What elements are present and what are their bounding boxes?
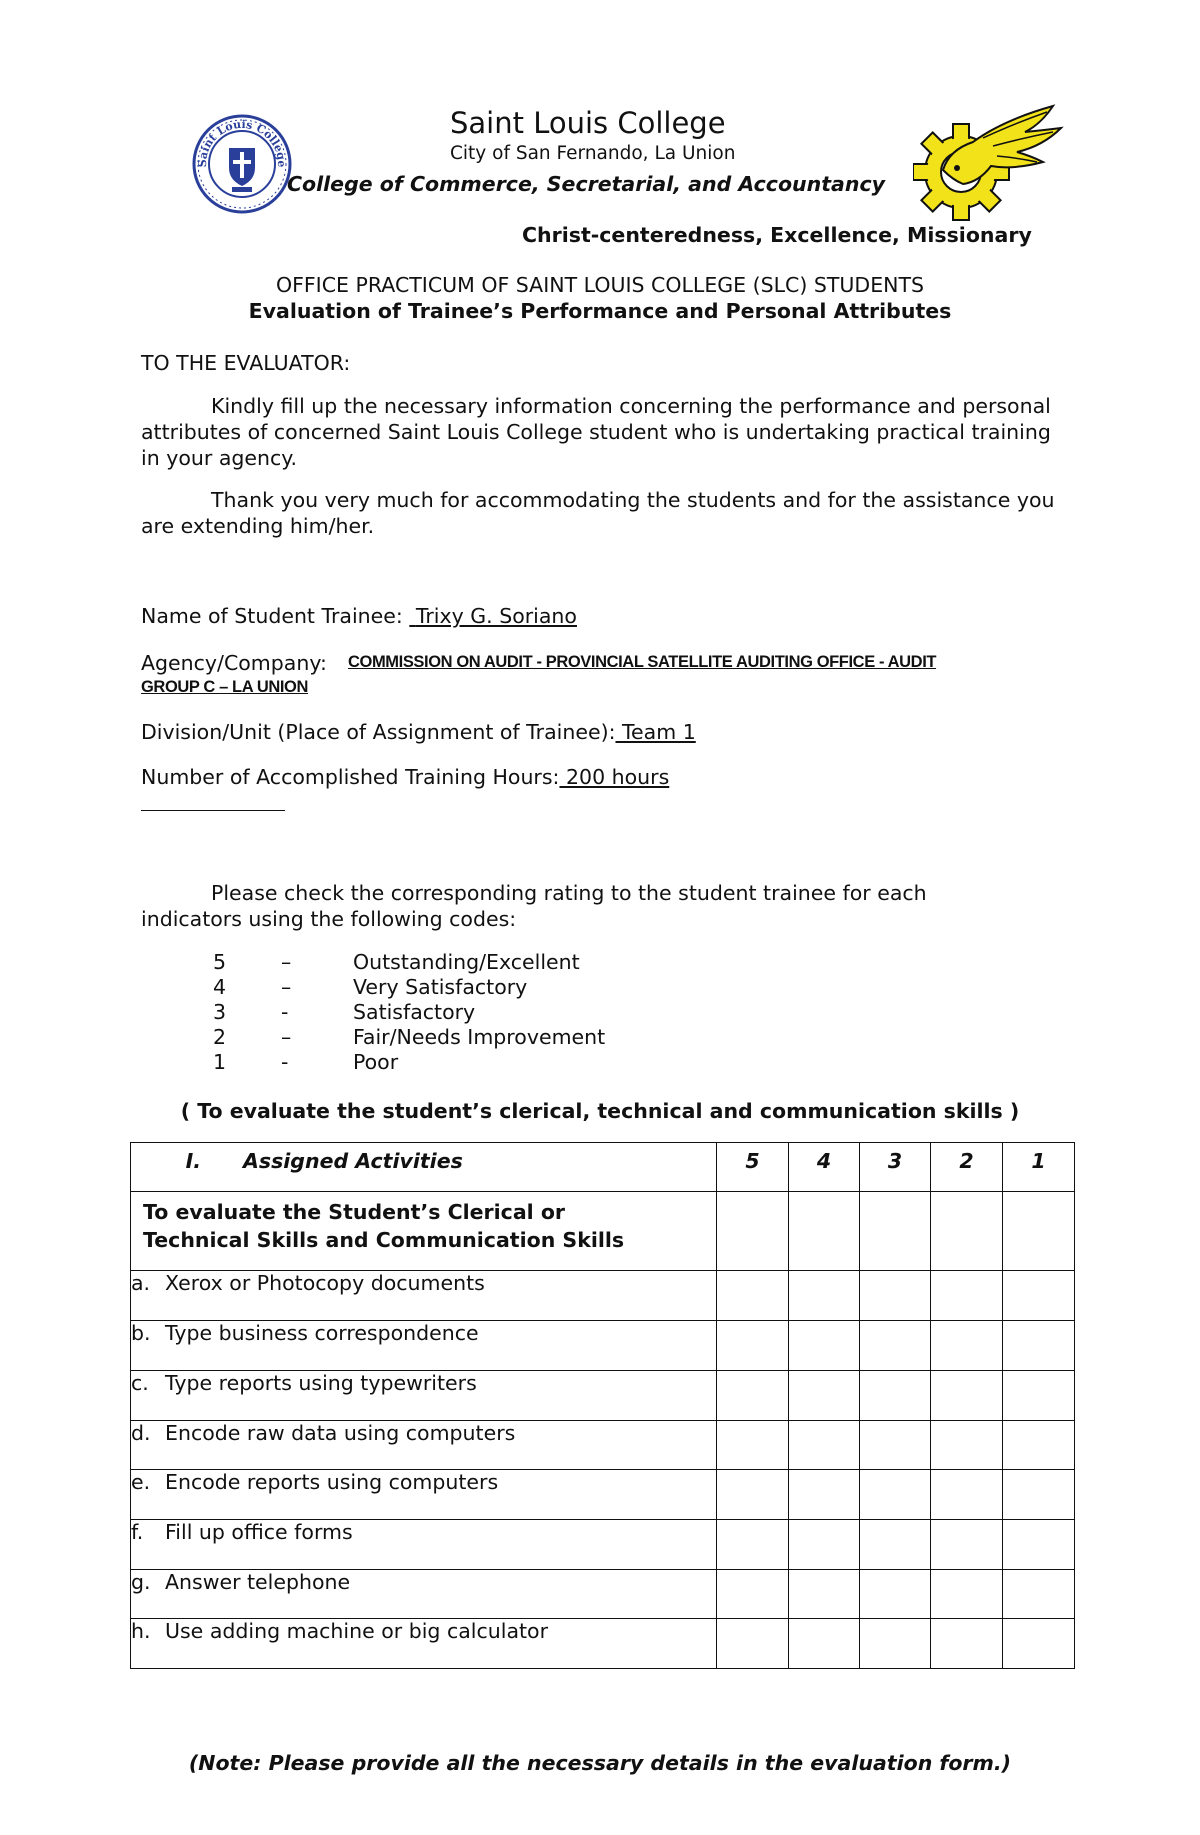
activity-cell: f. Fill up office forms: [131, 1520, 717, 1570]
division-label: Division/Unit (Place of Assignment of Trainee):: [141, 720, 616, 744]
activity-cell: e. Encode reports using computers: [131, 1470, 717, 1520]
activity-cell: d. Encode raw data using computers: [131, 1421, 717, 1470]
student-name-field: [141, 604, 899, 628]
rating-cell[interactable]: [717, 1321, 789, 1371]
rating-header-2: 2: [931, 1143, 1003, 1192]
rating-cell[interactable]: [789, 1520, 860, 1570]
rating-cell[interactable]: [1003, 1570, 1075, 1619]
table-row: [131, 1470, 1075, 1520]
rating-cell[interactable]: [860, 1470, 931, 1520]
department-name: College of Commerce, Secretarial, and Accountancy: [287, 172, 885, 196]
rating-cell[interactable]: [789, 1570, 860, 1619]
table-subheading-row: [131, 1192, 1075, 1271]
rating-cell[interactable]: [860, 1619, 931, 1669]
evaluator-heading: TO THE EVALUATOR:: [141, 351, 351, 375]
code-separator: –: [281, 950, 292, 974]
rating-cell[interactable]: [1003, 1619, 1075, 1669]
rating-header-1: 1: [1003, 1143, 1075, 1192]
rating-cell[interactable]: [1003, 1470, 1075, 1520]
college-name: Saint Louis College: [450, 106, 726, 140]
section-title: Assigned Activities: [243, 1149, 463, 1173]
student-name-label: Name of Student Trainee:: [141, 604, 410, 628]
rating-cell[interactable]: [931, 1619, 1003, 1669]
rating-cell[interactable]: [789, 1421, 860, 1470]
code-description: Poor: [353, 1050, 399, 1074]
evaluate-note: ( To evaluate the student’s clerical, technical and communication skills ): [180, 1099, 1020, 1123]
code-number: 3: [213, 1000, 227, 1024]
saint-louis-college-seal-icon: [192, 114, 292, 214]
agency-value-line-1: COMMISSION ON AUDIT - PROVINCIAL SATELLITE AUDITING OFFICE - AUDIT: [348, 653, 937, 671]
table-row: [131, 1271, 1075, 1321]
activity-cell: a. Xerox or Photocopy documents: [131, 1271, 717, 1321]
table-row: [131, 1421, 1075, 1470]
code-separator: –: [281, 1025, 292, 1049]
rating-cell[interactable]: [860, 1570, 931, 1619]
code-separator: –: [281, 975, 292, 999]
code-description: Fair/Needs Improvement: [353, 1025, 606, 1049]
table-header-row: [131, 1143, 1075, 1192]
code-number: 2: [213, 1025, 227, 1049]
rating-cell[interactable]: [789, 1192, 860, 1271]
code-separator: -: [281, 1050, 289, 1074]
code-number: 1: [213, 1050, 227, 1074]
rating-cell[interactable]: [1003, 1421, 1075, 1470]
student-name-value: Trixy G. Soriano: [415, 604, 577, 628]
division-field: [141, 720, 1039, 744]
rating-instructions: Please check the corresponding rating to the student trainee for each indicators using the following codes:: [141, 881, 927, 931]
table-row: [131, 1520, 1075, 1570]
rating-cell[interactable]: [1003, 1520, 1075, 1570]
code-number: 5: [213, 950, 227, 974]
rating-cell[interactable]: [931, 1192, 1003, 1271]
rating-header-3: 3: [860, 1143, 931, 1192]
rating-cell[interactable]: [931, 1371, 1003, 1421]
activity-cell: b. Type business correspondence: [131, 1321, 717, 1371]
rating-cell[interactable]: [860, 1421, 931, 1470]
hours-continuation-line: [141, 810, 285, 811]
form-subtitle: Evaluation of Trainee’s Performance and Personal Attributes: [248, 299, 952, 323]
rating-cell[interactable]: [789, 1619, 860, 1669]
seal-text: Saint Louis College: [195, 117, 289, 168]
code-description: Satisfactory: [353, 1000, 476, 1024]
rating-cell[interactable]: [931, 1271, 1003, 1321]
rating-cell[interactable]: [717, 1271, 789, 1321]
rating-cell[interactable]: [931, 1470, 1003, 1520]
rating-cell[interactable]: [1003, 1271, 1075, 1321]
hours-field: [141, 765, 967, 789]
college-motto: Christ-centeredness, Excellence, Missionary: [522, 223, 1032, 247]
section-number: I.: [185, 1149, 201, 1173]
rating-cell[interactable]: [717, 1371, 789, 1421]
rating-cell[interactable]: [717, 1570, 789, 1619]
code-description: Outstanding/Excellent: [353, 950, 580, 974]
hours-label: Number of Accomplished Training Hours:: [141, 765, 560, 789]
rating-cell[interactable]: [789, 1271, 860, 1321]
rating-cell[interactable]: [717, 1520, 789, 1570]
code-separator: -: [281, 1000, 289, 1024]
evaluator-paragraph-2: Thank you very much for accommodating the students and for the assistance you are extending him/her.: [141, 488, 1055, 538]
table-row: [131, 1371, 1075, 1421]
rating-cell[interactable]: [931, 1520, 1003, 1570]
rating-cell[interactable]: [860, 1321, 931, 1371]
division-value: Team 1: [622, 720, 696, 744]
section-title-cell: [131, 1143, 717, 1192]
activity-cell: h. Use adding machine or big calculator: [131, 1619, 717, 1669]
rating-cell[interactable]: [717, 1421, 789, 1470]
rating-cell[interactable]: [1003, 1321, 1075, 1371]
agency-label: Agency/Company:: [141, 651, 327, 675]
rating-header-4: 4: [789, 1143, 860, 1192]
subheading-cell: [131, 1192, 717, 1271]
rating-cell[interactable]: [789, 1470, 860, 1520]
subheading-line-1: To evaluate the Student’s Clerical or: [143, 1200, 566, 1224]
evaluator-paragraph-1: Kindly fill up the necessary information concerning the performance and personal attributes of concerned Saint Louis College student who is undertaking practical training in your agency.: [141, 394, 1051, 470]
rating-cell[interactable]: [1003, 1371, 1075, 1421]
college-city: City of San Fernando, La Union: [450, 143, 736, 164]
rating-cell[interactable]: [860, 1192, 931, 1271]
activity-cell: g. Answer telephone: [131, 1570, 717, 1619]
rating-cell[interactable]: [1003, 1192, 1075, 1271]
rating-cell[interactable]: [789, 1371, 860, 1421]
table-row: [131, 1570, 1075, 1619]
hours-value: 200 hours: [565, 765, 670, 789]
rating-cell[interactable]: [717, 1470, 789, 1520]
rating-cell[interactable]: [789, 1321, 860, 1371]
form-title: OFFICE PRACTICUM OF SAINT LOUIS COLLEGE (SLC) STUDENTS: [275, 273, 925, 297]
code-description: Very Satisfactory: [353, 975, 528, 999]
footer-note: (Note: Please provide all the necessary details in the evaluation form.): [188, 1751, 1012, 1775]
rating-cell[interactable]: [931, 1570, 1003, 1619]
subheading-line-2: Technical Skills and Communication Skills: [143, 1228, 625, 1252]
rating-header-5: 5: [717, 1143, 789, 1192]
table-row: [131, 1619, 1075, 1669]
rating-cell[interactable]: [717, 1192, 789, 1271]
rating-cell[interactable]: [931, 1321, 1003, 1371]
rating-cell[interactable]: [717, 1619, 789, 1669]
code-number: 4: [213, 975, 227, 999]
rating-cell[interactable]: [860, 1371, 931, 1421]
gear-eagle-emblem-icon: [913, 98, 1065, 224]
rating-cell[interactable]: [931, 1421, 1003, 1470]
evaluation-table: [130, 1142, 1075, 1669]
agency-value-line-2: GROUP C – LA UNION: [141, 678, 308, 696]
rating-cell[interactable]: [860, 1520, 931, 1570]
rating-cell[interactable]: [860, 1271, 931, 1321]
activity-cell: c. Type reports using typewriters: [131, 1371, 717, 1421]
table-row: [131, 1321, 1075, 1371]
